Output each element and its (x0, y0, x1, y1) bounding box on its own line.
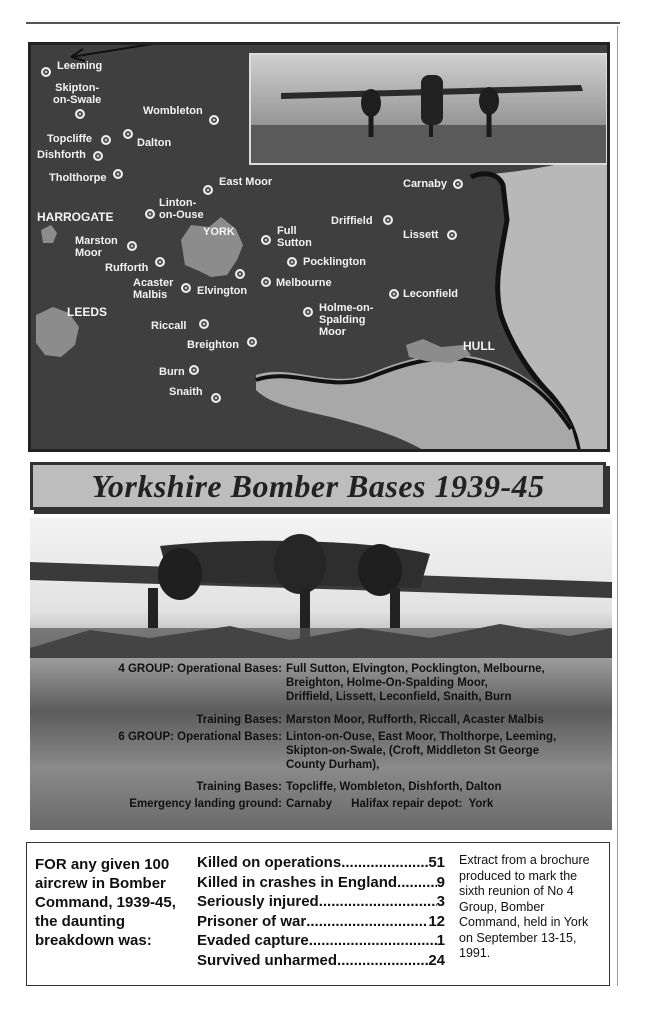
right-rule (617, 26, 618, 986)
base-carnaby: Carnaby (403, 178, 448, 190)
stat-label: Seriously injured (197, 893, 319, 910)
city-york: YORK (203, 226, 235, 238)
base-marker (261, 235, 271, 245)
base-marker (113, 169, 123, 179)
stat-label: Prisoner of war (197, 912, 307, 930)
base-lissett: Lissett (403, 229, 439, 241)
base-marker (389, 289, 399, 299)
legend-label: Training Bases: (196, 781, 282, 793)
stats-intro: FOR any given 100 aircrew in Bomber Command, 1939-45, the daunting breakdown was: (35, 856, 176, 949)
base-marker (155, 257, 165, 267)
base-marker (181, 283, 191, 293)
stat-value: 3 (436, 893, 445, 910)
base-marker (41, 67, 51, 77)
stat-label: Killed in crashes in England (197, 873, 398, 891)
base-marker (203, 185, 213, 195)
base-wombleton: Wombleton (143, 105, 203, 117)
base-marker (75, 109, 85, 119)
base-marker (453, 179, 463, 189)
legend-value: County Durham), (286, 759, 380, 771)
base-acaster-malbis: Acaster Malbis (133, 277, 174, 301)
base-linton-on-ouse: Linton- on-Ouse (159, 197, 204, 221)
bomber-photo (30, 518, 612, 830)
base-breighton: Breighton (187, 339, 239, 351)
page-title: Yorkshire Bomber Bases 1939-45 (91, 467, 545, 504)
stat-label: Killed on operations (197, 854, 342, 871)
base-leconfield: Leconfield (403, 288, 459, 300)
legend-value: Linton-on-Ouse, East Moor, Tholthorpe, Leeming, (286, 731, 557, 743)
base-marker (209, 115, 219, 125)
stat-row (197, 951, 445, 971)
base-burn: Burn (159, 366, 185, 378)
legend-value: Driffield, Lissett, Leconfield, Snaith, Burn (286, 691, 512, 703)
brochure-note: Extract from a brochure produced to mark the sixth reunion of No 4 Group, Bomber Command, held in York on September 13-15, 1991. (459, 853, 590, 960)
base-riccall: Riccall (151, 320, 187, 332)
base-snaith: Snaith (169, 386, 203, 398)
base-tholthorpe: Tholthorpe (49, 172, 107, 184)
base-marker (189, 365, 199, 375)
bomber-bases-map (28, 42, 610, 452)
legend-label: Training Bases: (196, 714, 282, 726)
stat-value: 12 (428, 912, 445, 930)
base-dalton: Dalton (137, 137, 172, 149)
stat-row (197, 931, 445, 951)
stats-list (197, 853, 445, 970)
legend-label: 4 GROUP: Operational Bases: (118, 663, 282, 675)
base-marker (383, 215, 393, 225)
city-leeds: LEEDS (67, 305, 108, 319)
base-marker (447, 230, 457, 240)
stat-row (197, 912, 445, 932)
legend-value: Topcliffe, Wombleton, Dishforth, Dalton (286, 781, 502, 793)
aircraft-takeoff-photo (249, 53, 608, 165)
city-harrogate: HARROGATE (37, 210, 114, 224)
base-marker (101, 135, 111, 145)
base-legend (54, 662, 612, 822)
base-full-sutton: Full Sutton (277, 225, 312, 249)
top-rule (26, 22, 620, 24)
base-rufforth: Rufforth (105, 262, 149, 274)
base-marker (235, 269, 245, 279)
stat-label: Survived unharmed (197, 951, 338, 969)
base-marker (127, 241, 137, 251)
base-marker (123, 129, 133, 139)
base-marker (211, 393, 221, 403)
legend-value: Carnaby Halifax repair depot: York (286, 798, 494, 810)
legend-label: Emergency landing ground: (129, 798, 282, 810)
legend-value: Full Sutton, Elvington, Pocklington, Melbourne, (286, 663, 545, 675)
stat-row (197, 853, 445, 873)
base-leeming: Leeming (57, 60, 103, 72)
base-east-moor: East Moor (219, 176, 273, 188)
base-marker (199, 319, 209, 329)
base-pocklington: Pocklington (303, 256, 366, 268)
base-marker (303, 307, 313, 317)
stat-value: 24 (428, 951, 445, 969)
legend-label: 6 GROUP: Operational Bases: (118, 731, 282, 743)
stat-row (197, 873, 445, 893)
base-marker (145, 209, 155, 219)
base-marker (93, 151, 103, 161)
base-driffield: Driffield (331, 215, 373, 227)
base-topcliffe: Topcliffe (47, 133, 93, 145)
city-hull: HULL (463, 339, 495, 353)
base-holme-on-spalding-moor: Holme-on- Spalding Moor (319, 302, 374, 338)
stat-value: 9 (436, 873, 445, 891)
title-banner (30, 462, 606, 510)
legend-value: Skipton-on-Swale, (Croft, Middleton St George (286, 745, 539, 757)
stat-label: Evaded capture (197, 932, 309, 949)
stat-value: 51 (428, 854, 445, 871)
legend-value: Breighton, Holme-On-Spalding Moor, (286, 677, 488, 689)
base-skipton-on-swale: Skipton- on-Swale (53, 82, 102, 106)
stat-row (197, 892, 445, 912)
base-marston-moor: Marston Moor (75, 235, 118, 259)
statistics-box (26, 842, 610, 986)
base-marker (287, 257, 297, 267)
base-elvington: Elvington (197, 285, 248, 297)
legend-value: Marston Moor, Rufforth, Riccall, Acaster Malbis (286, 714, 544, 726)
base-melbourne: Melbourne (276, 277, 332, 289)
base-marker (261, 277, 271, 287)
stat-value: 1 (436, 932, 445, 949)
base-marker (247, 337, 257, 347)
base-dishforth: Dishforth (37, 149, 86, 161)
